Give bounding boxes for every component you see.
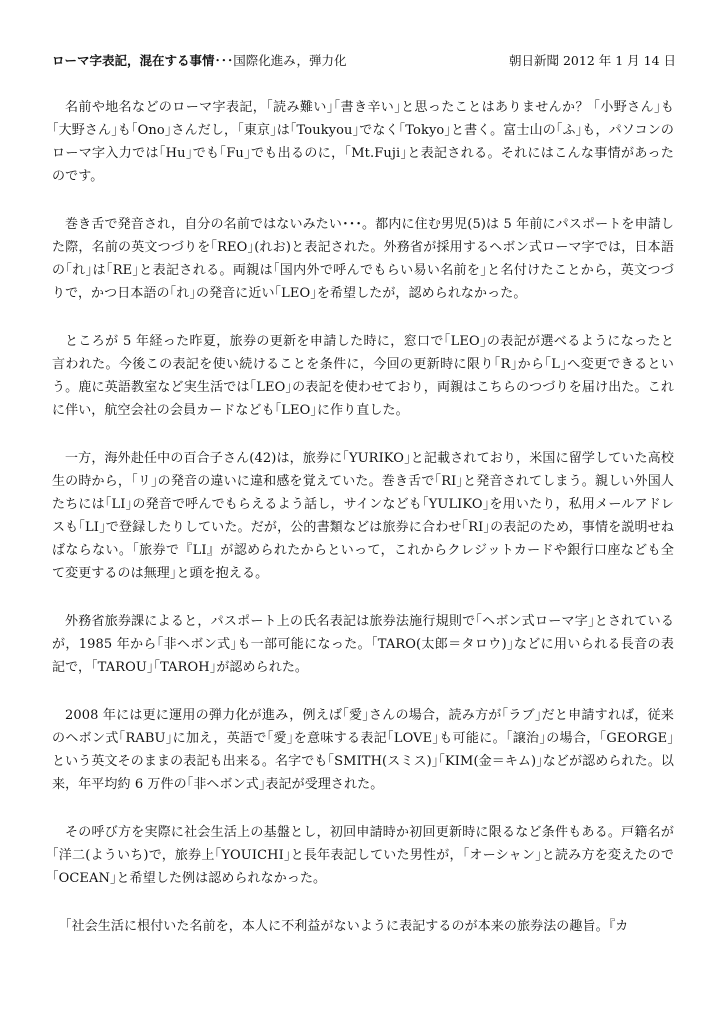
paragraph: 名前や地名などのローマ字表記，｢読み難い｣｢書き辛い｣と思ったことはありませんか？ ｢小野さん｣も｢大野さん｣も｢Ono｣さんだし，｢東京｣は｢Toukyou｣でなく｢Tokyo｣と書く。富士山の｢ふ｣も，パソコンのローマ字入力では｢Hu｣でも｢Fu｣でも出るのに，｢Mt.Fuji｣と表記される。それにはこんな事情があったのです。 [52,100,674,184]
article-subtitle: ･･･国際化進み，弾力化 [214,53,347,68]
paragraph: 外務省旅券課によると，パスポート上の氏名表記は旅券法施行規則で｢ヘボン式ローマ字｣とされているが，1985 年から｢非ヘボン式｣も一部可能になった。｢TARO(太郎＝タロウ)｣などに用いられる長音の表記で，｢TAROU｣｢TAROH｣が認められた。 [52,614,674,675]
article-title: ローマ字表記，混在する事情 [52,53,215,68]
article-header [52,50,676,72]
paragraph: 2008 年には更に運用の弾力化が進み，例えば｢愛｣さんの場合，読み方が｢ラブ｣だと申請すれば，従来のヘボン式｢RABU｣に加え，英語で｢愛｣を意味する表記｢LOVE｣も可能に。｢譲治｣の場合，｢GEORGE｣という英文そのままの表記も出来る。名字でも｢SMITH(スミス)｣｢KIM(金＝キム)｣などが認められた。以来，年平均約 6 万件の｢非ヘボン式｣表記が受理された。 [52,708,674,792]
paragraph: その呼び方を実際に社会生活上の基盤とし，初回申請時か初回更新時に限るなど条件もある。戸籍名が｢洋二(よういち)で，旅券上｢YOUICHI｣と長年表記していた男性が，｢オーシャン｣と読み方を変えたので｢OCEAN｣と希望した例は認められなかった。 [52,825,674,886]
article-source-date: 朝日新聞 2012 年 1 月 14 日 [508,53,676,68]
article-body [52,96,674,938]
paragraph: ｢社会生活に根付いた名前を，本人に不利益がないように表記するのが本来の旅券法の趣旨。『カ [65,919,629,934]
paragraph: 一方，海外赴任中の百合子さん(42)は，旅券に｢YURIKO｣と記載されており，米国に留学していた高校生の時から，｢リ｣の発音の違いに違和感を覚えていた。巻き舌で｢RI｣と発音されてしまう。親しい外国人たちには｢LI｣の発音で呼んでもらえるよう話し，サインなども｢YULIKO｣を用いたり，私用メールアドレスも｢LI｣で登録したりしていた。だが，公的書類などは旅券に合わせ｢RI｣の表記のため，事情を説明せねばならない。｢旅券で『LI』が認められたからといって，これからクレジットカードや銀行口座なども全て変更するのは無理｣と頭を抱える。 [52,451,674,581]
paragraph: ところが 5 年経った昨夏，旅券の更新を申請した時に，窓口で｢LEO｣の表記が選べるようになったと言われた。今後この表記を使い続けることを条件に，今回の更新時に限り｢R｣から｢L｣へ変更できるという。鹿に英語教室など実生活では｢LEO｣の表記を使わせており，両親はこちらのつづりを届け出た。これに伴い，航空会社の会員カードなども｢LEO｣に作り直した。 [52,334,674,418]
paragraph: 巻き舌で発音され，自分の名前ではないみたい･･･。都内に住む男児(5)は 5 年前にパスポートを申請した際，名前の英文つづりを｢REO｣(れお)と表記された。外務省が採用するヘボン式ローマ字では，日本語の｢れ｣は｢RE｣と表記される。両親は｢国内外で呼んでもらい易い名前を｣と名付けたことから，英文つづりで，かつ日本語の｢れ｣の発音に近い｢LEO｣を希望したが，認められなかった。 [52,217,674,301]
